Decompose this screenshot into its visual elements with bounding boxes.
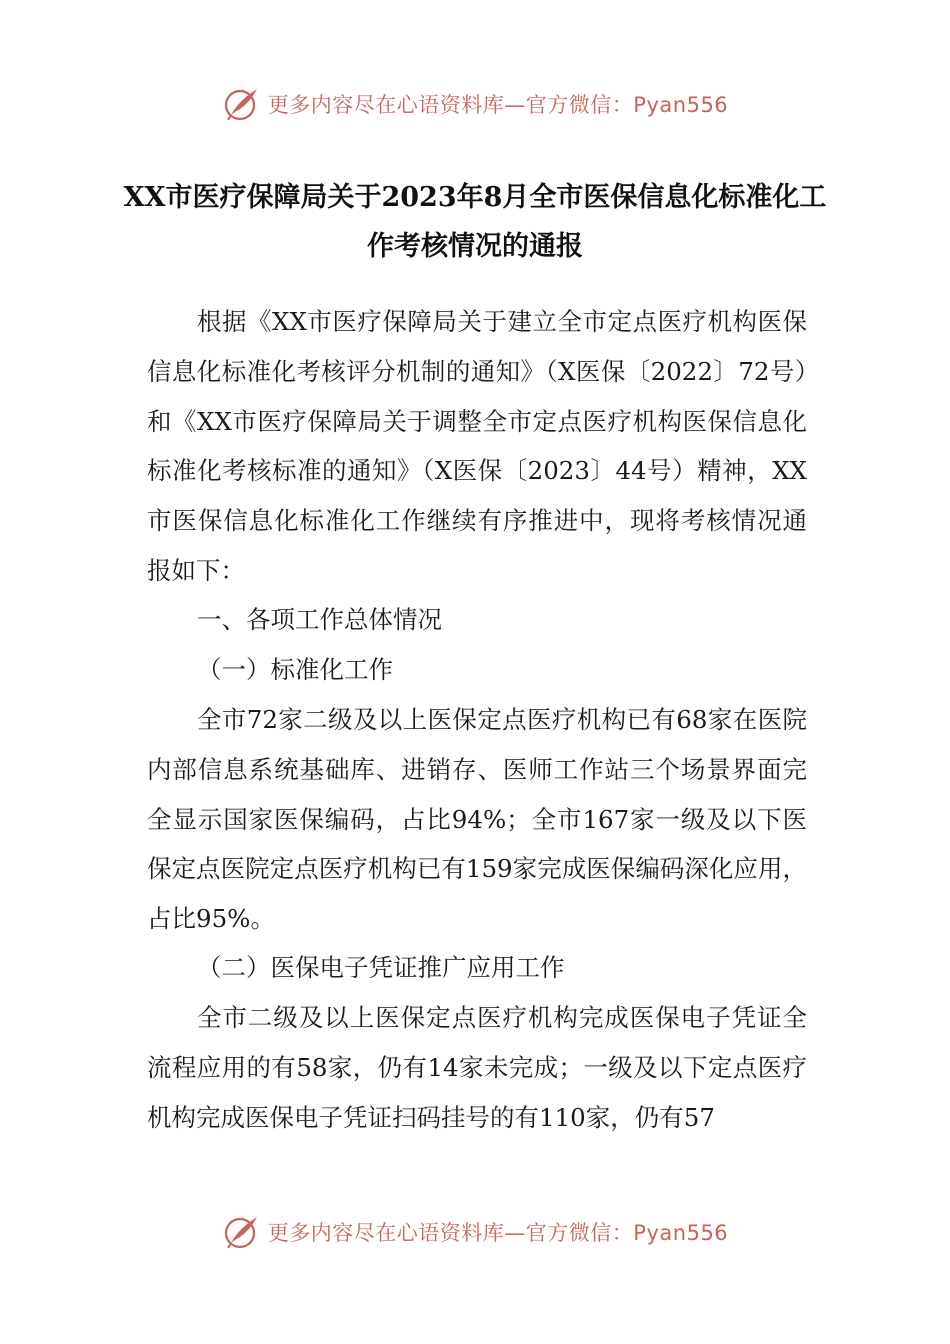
subsection-2-body: 全市二级及以上医保定点医疗机构完成医保电子凭证全流程应用的有58家，仍有14家未完成；一级及以下定点医疗机构完成医保电子凭证扫码挂号的有110家，仍有57 [147, 1003, 807, 1132]
subsection-2-heading: （二）医保电子凭证推广应用工作 [197, 953, 565, 982]
document-title-line-2: 作考核情况的通报 [367, 231, 583, 262]
subsection-1-body: 全市72家二级及以上医保定点医疗机构已有68家在医院内部信息系统基础库、进销存、医师工作站三个场景界面完全显示国家医保编码，占比94%；全市167家一级及以下医保定点医院定点医疗机构已有159家完成医保编码深化应用，占比95%。 [147, 705, 807, 934]
watermark-text: 更多内容尽在心语资料库—官方微信：Pyan556 [267, 1221, 729, 1245]
document-title-line-1: XX市医疗保障局关于2023年8月全市医保信息化标准化工 [123, 182, 827, 213]
subsection-1-heading: （一）标准化工作 [197, 655, 393, 684]
quill-logo-icon [222, 1212, 262, 1252]
section-1-heading: 一、各项工作总体情况 [197, 605, 442, 634]
watermark-banner-bottom [0, 1210, 950, 1254]
watermark-banner-top [0, 82, 950, 126]
watermark-text: 更多内容尽在心语资料库—官方微信：Pyan556 [267, 93, 729, 117]
quill-logo-icon [222, 84, 262, 124]
intro-paragraph: 根据《XX市医疗保障局关于建立全市定点医疗机构医保信息化标准化考核评分机制的通知》（X医保〔2022〕72号）和《XX市医疗保障局关于调整全市定点医疗机构医保信息化标准化考核标准的通知》（X医保〔2023〕44号）精神，XX市医保信息化标准化工作继续有序推进中，现将考核情况通报如下： [147, 307, 807, 585]
